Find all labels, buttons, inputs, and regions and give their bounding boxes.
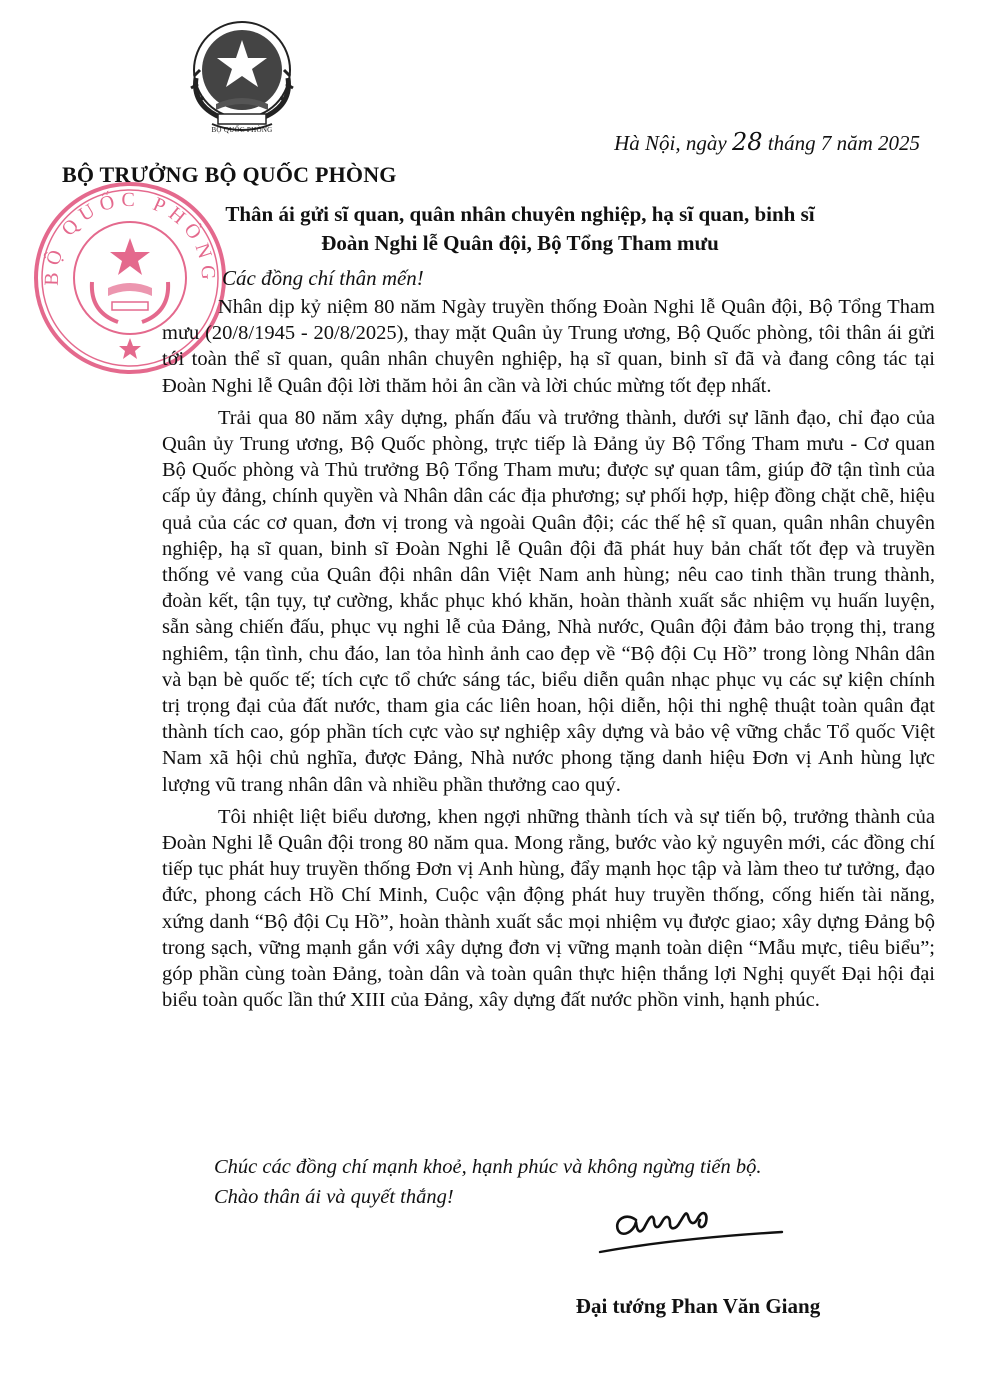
paragraph-1: Nhân dịp kỷ niệm 80 năm Ngày truyền thống Đoàn Nghi lễ Quân đội, Bộ Tổng Tham mưu (20/8/1945 - 20/8/2025), thay mặt Quân ủy Trung ương, Bộ Quốc phòng, tôi thân ái gửi tới toàn thể sĩ quan, quân nhân chuyên nghiệp, hạ sĩ quan, binh sĩ đã và đang công tác tại Đoàn Nghi lễ Quân đội lời thăm hỏi ân cần và lời chúc mừng tốt đẹp nhất. [162,296,935,397]
salutation: Các đồng chí thân mến! [222,266,424,290]
heading-line-2: Đoàn Nghi lễ Quân đội, Bộ Tổng Tham mưu [321,231,719,255]
date-prefix: Hà Nội, ngày [614,131,732,155]
letter-heading [160,200,880,258]
heading-line-1: Thân ái gửi sĩ quan, quân nhân chuyên nghiệp, hạ sĩ quan, binh sĩ [225,202,815,226]
sender-title: BỘ TRƯỞNG BỘ QUỐC PHÒNG [62,162,397,187]
handwritten-signature [596,1190,786,1260]
paragraph-3: Tôi nhiệt liệt biểu dương, khen ngợi những thành tích và sự tiến bộ, trưởng thành của Đoàn Nghi lễ Quân đội trong 80 năm qua. Mong rằng, bước vào kỷ nguyên mới, các đồng chí tiếp tục phát huy truyền thống Đơn vị Anh hùng, đẩy mạnh học tập và làm theo tư tưởng, đạo đức, phong cách Hồ Chí Minh, Cuộc vận động phát huy truyền thống, cống hiến tài năng, xứng danh “Bộ đội Cụ Hồ”, hoàn thành xuất sắc mọi nhiệm vụ được giao; xây dựng Đảng bộ trong sạch, vững mạnh gắn với xây dựng đơn vị vững mạnh toàn diện “Mẫu mực, tiêu biểu”; góp phần cùng toàn Đảng, toàn dân và toàn quân thực hiện thắng lợi Nghị quyết Đại hội đại biểu toàn quốc lần thứ XIII của Đảng, xây dựng đất nước phồn vinh, hạnh phúc. [162,805,935,1012]
paragraph-2: Trải qua 80 năm xây dựng, phấn đấu và trưởng thành, dưới sự lãnh đạo, chỉ đạo của Quân ủy Trung ương, Bộ Quốc phòng, trực tiếp là Đảng ủy Bộ Tổng Tham mưu - Cơ quan Bộ Quốc phòng và Thủ trưởng Bộ Tổng Tham mưu; được sự quan tâm, giúp đỡ tận tình của cấp ủy đảng, chính quyền và Nhân dân các địa phương; sự phối hợp, hiệp đồng chặt chẽ, hiệu quả của các cơ quan, đơn vị trong và ngoài Quân đội; các thế hệ sĩ quan, quân nhân chuyên nghiệp, hạ sĩ quan, binh sĩ Đoàn Nghi lễ Quân đội đã phát huy bản chất tốt đẹp và truyền thống vẻ vang của Quân đội nhân dân Việt Nam anh hùng; nêu cao tinh thần trung thành, đoàn kết, tận tụy, tự cường, khắc phục khó khăn, hoàn thành xuất sắc nhiệm vụ huấn luyện, sẵn sàng chiến đấu, phục vụ nghi lễ của Đảng, Nhà nước, Quân đội đảm bảo trọng thị, trang nghiêm, tận tình, chu đáo, lan tỏa hình ảnh cao đẹp về “Bộ đội Cụ Hồ” trong lòng Nhân dân và bạn bè quốc tế; tích cực tổ chức sáng tác, biểu diễn quân nhạc phục vụ các sự kiện chính trị trọng đại của đất nước, tham gia các liên hoan, hội diễn, hội thi nghệ thuật toàn quân đạt thành tích cao, góp phần tích cực vào sự nghiệp xây dựng và bảo vệ vững chắc Tổ quốc Việt Nam xã hội chủ nghĩa, được Đảng, Nhà nước phong tặng danh hiệu Đơn vị Anh hùng lực lượng vũ trang nhân dân và nhiều phần thưởng cao quý. [162,406,935,796]
closing-greeting: Chào thân ái và quyết thắng! [214,1186,454,1208]
date-day-handwritten: 28 [731,128,763,156]
letter-body [162,294,935,1013]
date-line [560,128,920,156]
seal-text: BỘ QUỐC PHÒNG [40,188,220,287]
date-suffix: tháng 7 năm 2025 [762,131,920,155]
closing-wish: Chúc các đồng chí mạnh khoẻ, hạnh phúc và không ngừng tiến bộ. [214,1156,762,1178]
emblem-caption: BỘ QUỐC PHÒNG [211,126,273,134]
signer-name: Đại tướng Phan Văn Giang [575,1294,821,1318]
